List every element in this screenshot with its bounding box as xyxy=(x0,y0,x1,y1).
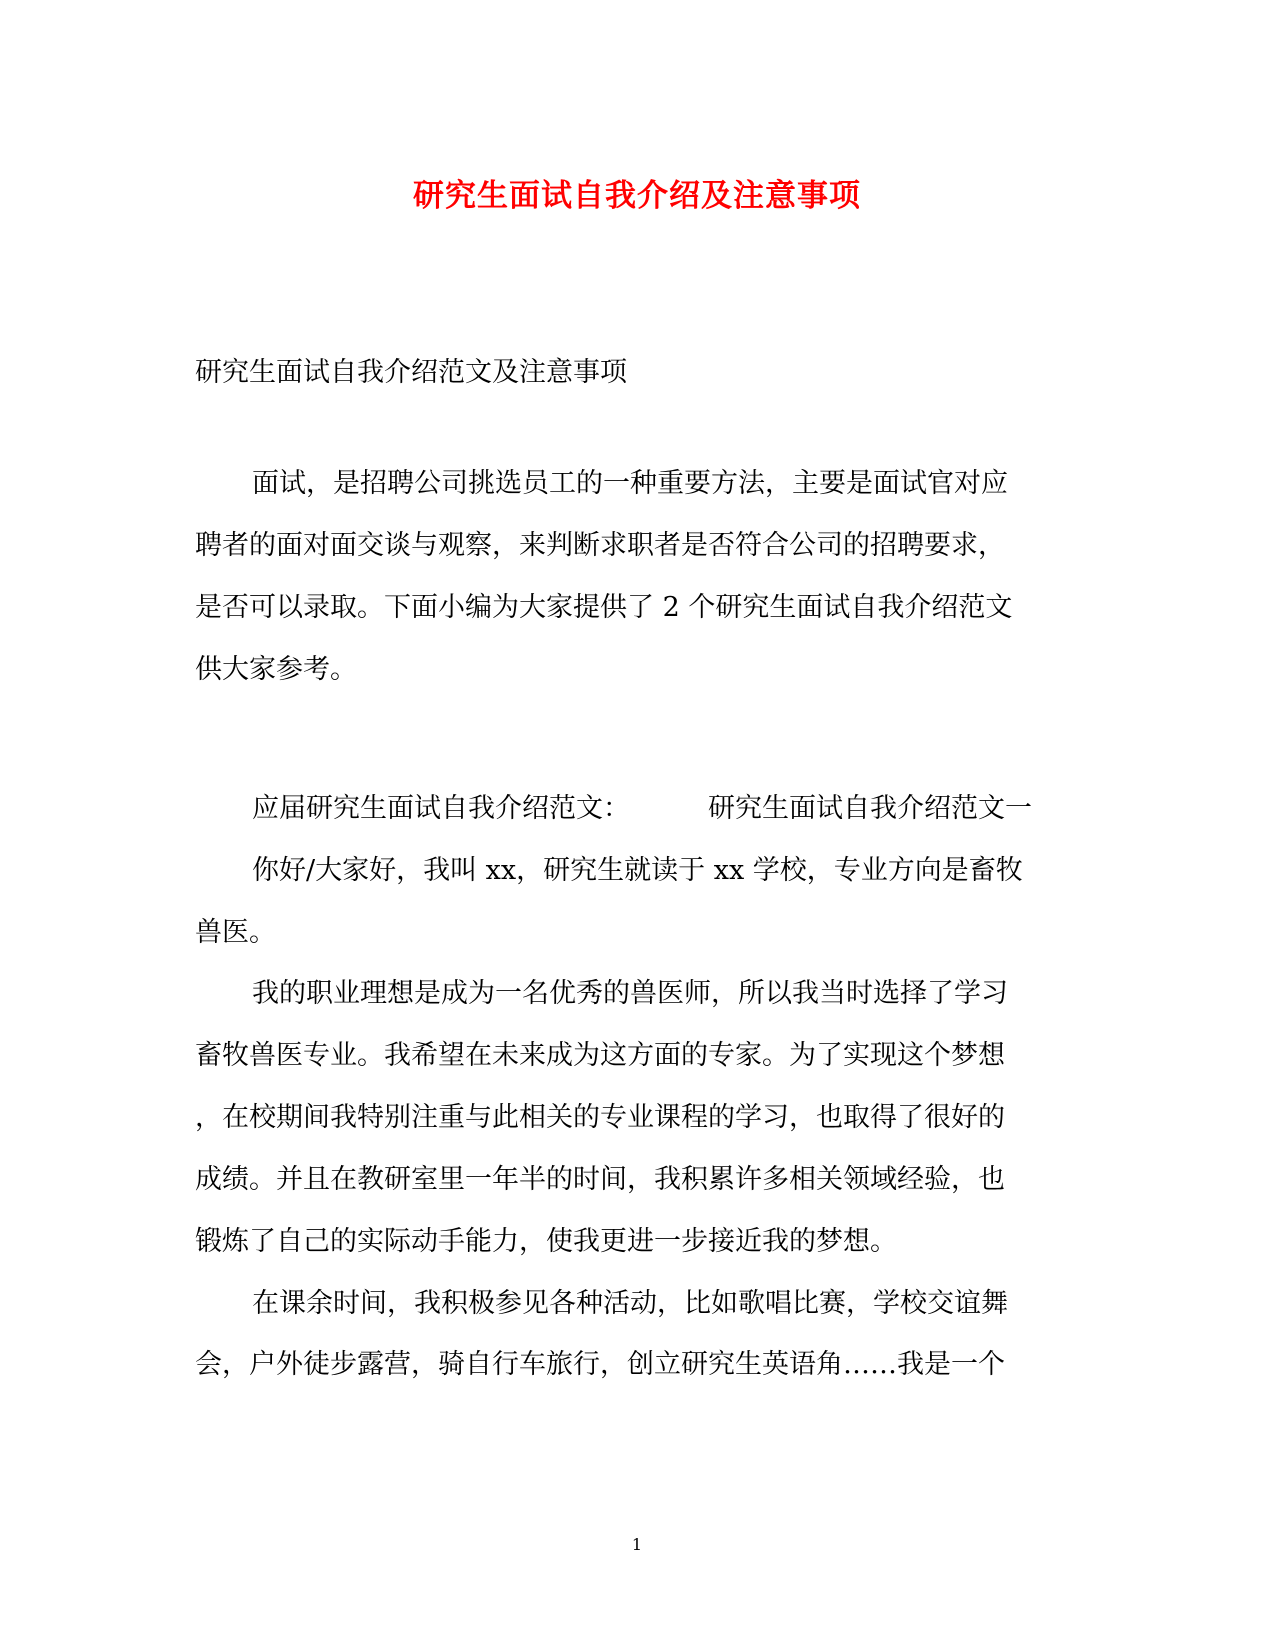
section-subheading: 研究生面试自我介绍范文一 xyxy=(708,793,1032,824)
document-subtitle: 研究生面试自我介绍范文及注意事项 xyxy=(195,357,627,388)
section-heading: 应届研究生面试自我介绍范文： xyxy=(252,793,630,824)
paragraph-line: 我的职业理想是成为一名优秀的兽医师，所以我当时选择了学习 xyxy=(252,978,1008,1009)
paragraph-line: 是否可以录取。下面小编为大家提供了 2 个研究生面试自我介绍范文 xyxy=(195,592,1013,623)
paragraph-line: 畜牧兽医专业。我希望在未来成为这方面的专家。为了实现这个梦想 xyxy=(195,1040,1005,1071)
paragraph-line: 供大家参考。 xyxy=(195,654,357,685)
paragraph-line: 兽医。 xyxy=(195,917,276,948)
page-number: 1 xyxy=(631,1535,643,1554)
section-heading-line xyxy=(252,791,1032,827)
paragraph-line: 在课余时间，我积极参见各种活动，比如歌唱比赛，学校交谊舞 xyxy=(252,1288,1008,1319)
paragraph-line: 面试，是招聘公司挑选员工的一种重要方法，主要是面试官对应 xyxy=(252,468,1008,499)
paragraph-line: ，在校期间我特别注重与此相关的专业课程的学习，也取得了很好的 xyxy=(195,1102,1005,1133)
paragraph-line: 会，户外徒步露营，骑自行车旅行，创立研究生英语角……我是一个 xyxy=(195,1349,1005,1380)
paragraph-line: 聘者的面对面交谈与观察，来判断求职者是否符合公司的招聘要求， xyxy=(195,530,1005,561)
paragraph-line: 锻炼了自己的实际动手能力，使我更进一步接近我的梦想。 xyxy=(195,1226,897,1257)
document-title: 研究生面试自我介绍及注意事项 xyxy=(413,178,861,214)
paragraph-line: 你好/大家好，我叫 xx，研究生就读于 xx 学校，专业方向是畜牧 xyxy=(252,855,1023,886)
paragraph-line: 成绩。并且在教研室里一年半的时间，我积累许多相关领域经验，也 xyxy=(195,1164,1005,1195)
